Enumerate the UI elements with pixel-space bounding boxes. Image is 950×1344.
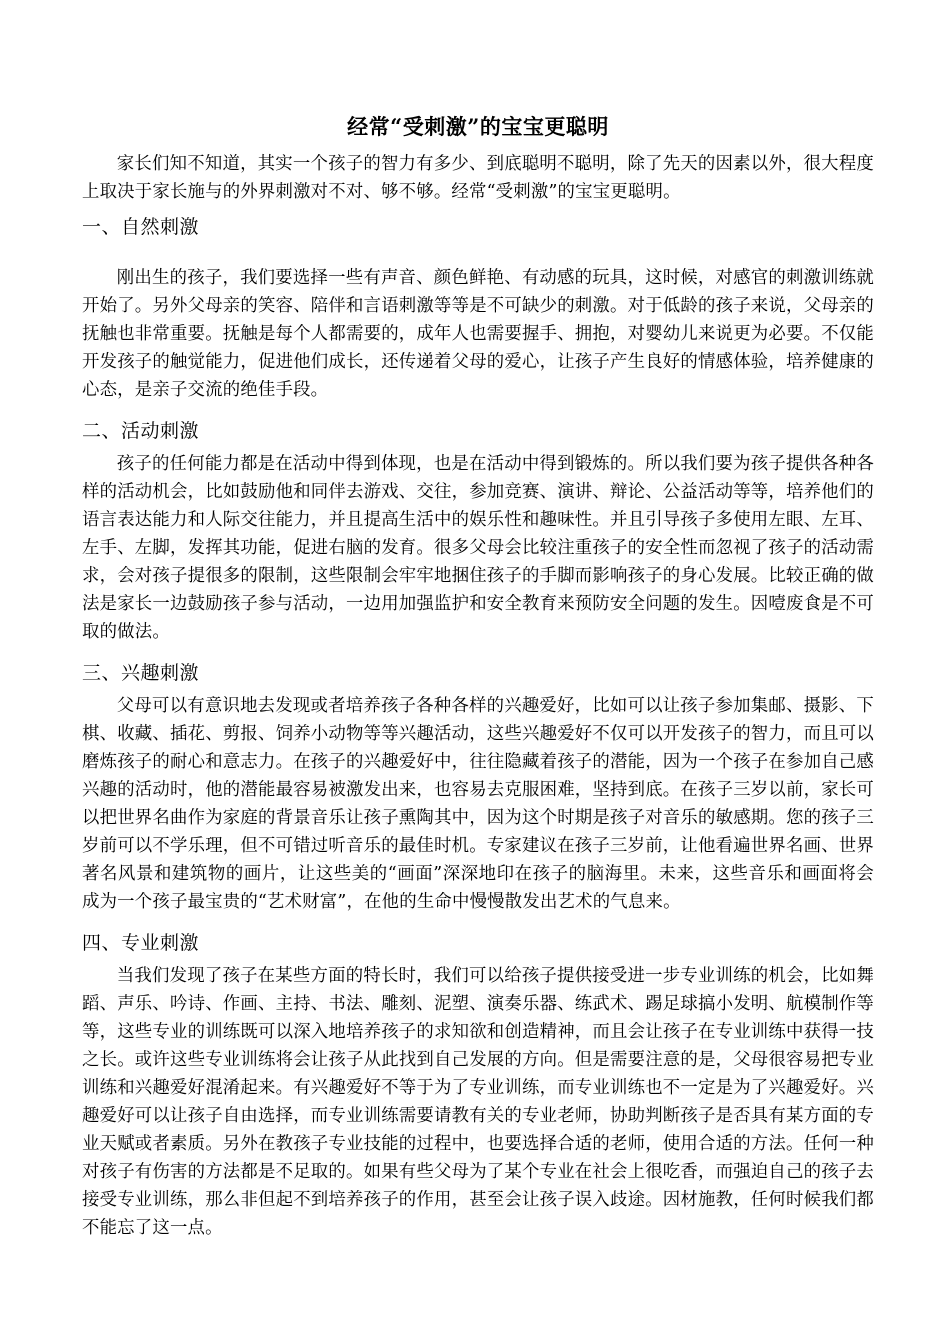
section-heading-interest: 三、兴趣刺激 [82,662,200,684]
section-body-activity: 孩子的任何能力都是在活动中得到体现，也是在活动中得到锻炼的。所以我们要为孩子提供各种各样的活动机会，比如鼓励他和同伴去游戏、交往，参加竞赛、演讲、辩论、公益活动等等，培养他们的语言表达能力和人际交往能力，并且提高生活中的娱乐性和趣味性。并且引导孩子多使用左眼、左耳、左手、左脚，发挥其功能，促进右脑的发育。很多父母会比较注重孩子的安全性而忽视了孩子的活动需求，会对孩子提很多的限制，这些限制会牢牢地捆住孩子的手脚而影响孩子的身心发展。比较正确的做法是家长一边鼓励孩子参与活动，一边用加强监护和安全教育来预防安全问题的发生。因噎废食是不可取的做法。 [82,454,874,642]
section-heading-natural: 一、自然刺激 [82,216,200,238]
document-page [82,112,874,1242]
intro-paragraph: 家长们知不知道，其实一个孩子的智力有多少、到底聪明不聪明，除了先天的因素以外，很大程度上取决于家长施与的外界刺激对不对、够不够。经常“受刺激”的宝宝更聪明。 [82,154,874,202]
document-title: 经常“受刺激”的宝宝更聪明 [347,114,609,139]
section-body-natural: 刚出生的孩子，我们要选择一些有声音、颜色鲜艳、有动感的玩具，这时候，对感官的刺激训练就开始了。另外父母亲的笑容、陪伴和言语刺激等等是不可缺少的刺激。对于低龄的孩子来说，父母亲的抚触也非常重要。抚触是每个人都需要的，成年人也需要握手、拥抱，对婴幼儿来说更为必要。不仅能开发孩子的触觉能力，促进他们成长，还传递着父母的爱心，让孩子产生良好的情感体验，培养健康的心态，是亲子交流的绝佳手段。 [82,268,874,400]
section-body-interest: 父母可以有意识地去发现或者培养孩子各种各样的兴趣爱好，比如可以让孩子参加集邮、摄影、下棋、收藏、插花、剪报、饲养小动物等等兴趣活动，这些兴趣爱好不仅可以开发孩子的智力，而且可以磨炼孩子的耐心和意志力。在孩子的兴趣爱好中，往往隐藏着孩子的潜能，因为一个孩子在参加自己感兴趣的活动时，他的潜能最容易被激发出来，也容易去克服困难，坚持到底。在孩子三岁以前，家长可以把世界名曲作为家庭的背景音乐让孩子熏陶其中，因为这个时期是孩子对音乐的敏感期。您的孩子三岁前可以不学乐理，但不可错过听音乐的最佳时机。专家建议在孩子三岁前，让他看遍世界名画、世界著名风景和建筑物的画片，让这些美的“画面”深深地印在孩子的脑海里。未来，这些音乐和画面将会成为一个孩子最宝贵的“艺术财富”，在他的生命中慢慢散发出艺术的气息来。 [82,696,874,912]
section-heading-professional: 四、专业刺激 [82,932,200,954]
section-heading-activity: 二、活动刺激 [82,420,200,442]
section-body-professional: 当我们发现了孩子在某些方面的特长时，我们可以给孩子提供接受进一步专业训练的机会，比如舞蹈、声乐、吟诗、作画、主持、书法、雕刻、泥塑、演奏乐器、练武术、踢足球搞小发明、航模制作等等，这些专业的训练既可以深入地培养孩子的求知欲和创造精神，而且会让孩子在专业训练中获得一技之长。或许这些专业训练将会让孩子从此找到自己发展的方向。但是需要注意的是，父母很容易把专业训练和兴趣爱好混淆起来。有兴趣爱好不等于为了专业训练，而专业训练也不一定是为了兴趣爱好。兴趣爱好可以让孩子自由选择，而专业训练需要请教有关的专业老师，协助判断孩子是否具有某方面的专业天赋或者素质。另外在教孩子专业技能的过程中，也要选择合适的老师，使用合适的方法。任何一种对孩子有伤害的方法都是不足取的。如果有些父母为了某个专业在社会上很吃香，而强迫自己的孩子去接受专业训练，那么非但起不到培养孩子的作用，甚至会让孩子误入歧途。因材施教，任何时候我们都不能忘了这一点。 [82,966,874,1238]
